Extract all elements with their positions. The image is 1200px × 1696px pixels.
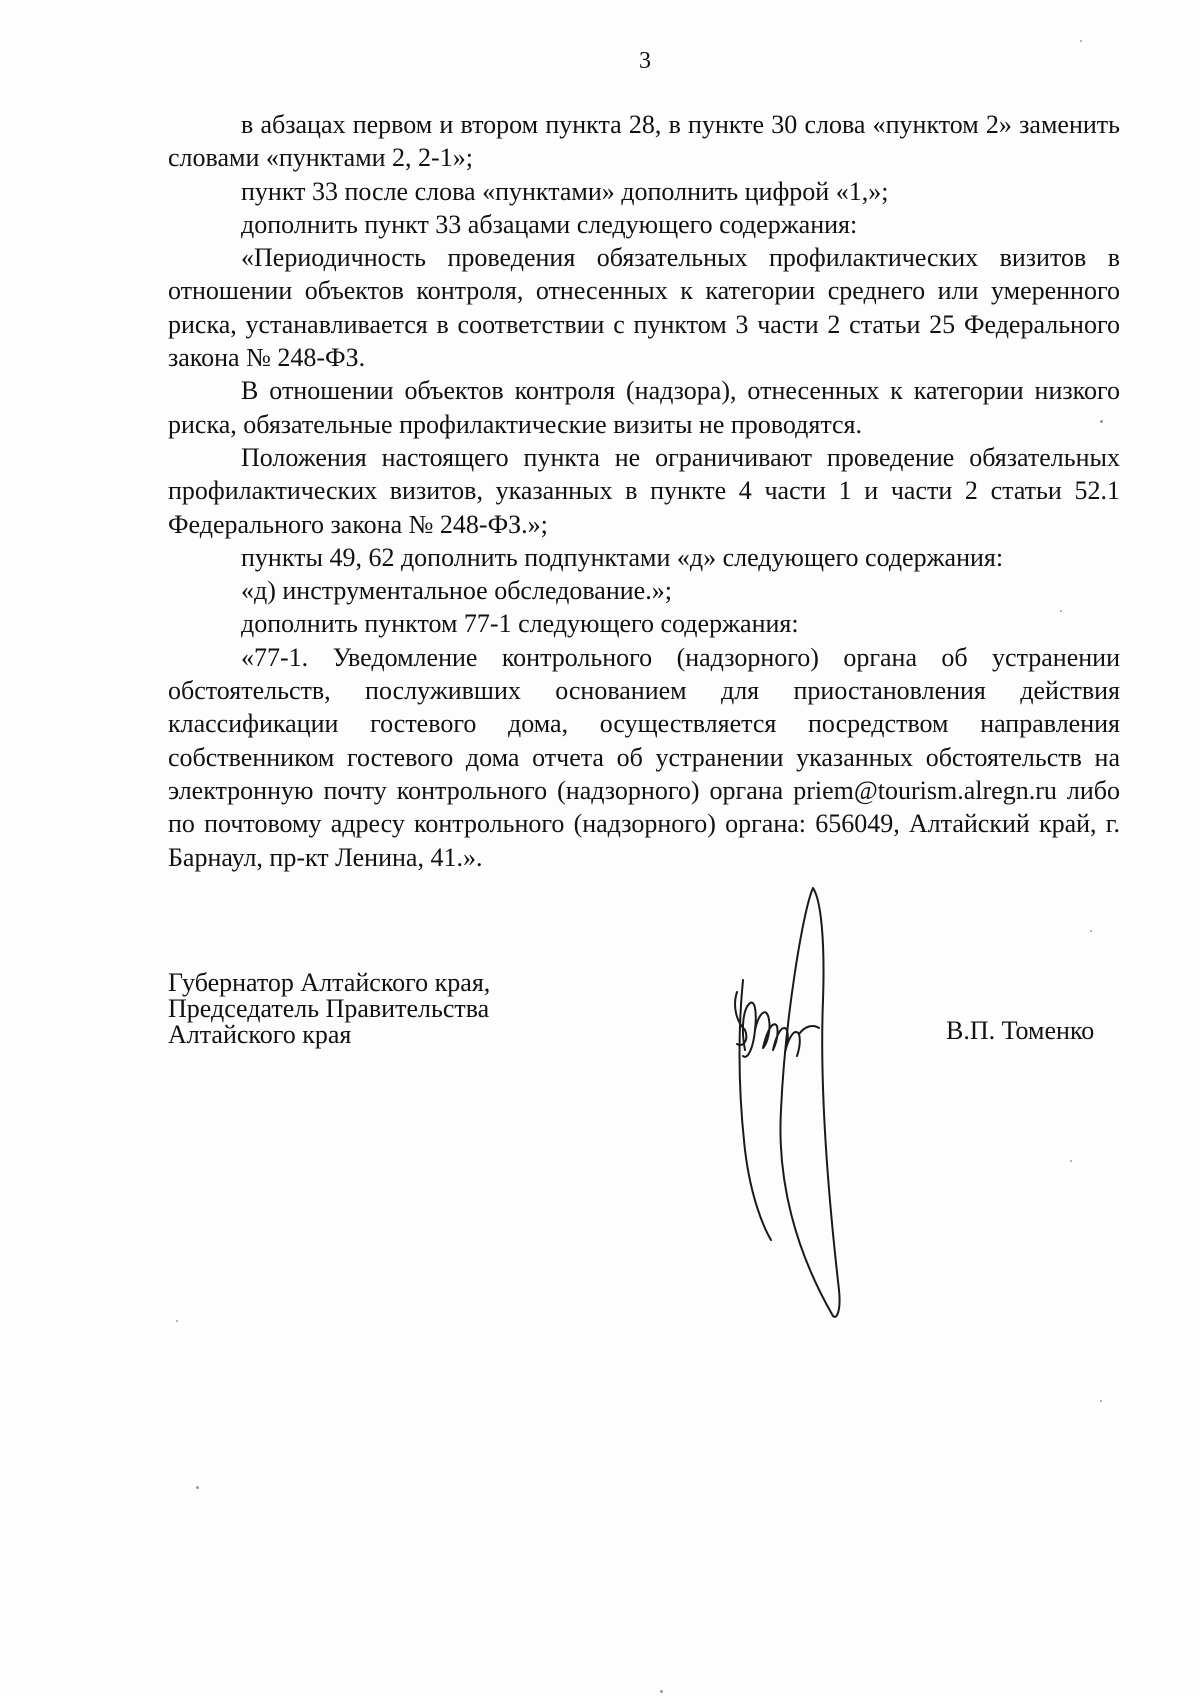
scan-speck [1100,1400,1102,1402]
scan-speck [1070,1160,1072,1162]
paragraph-5: В отношении объектов контроля (надзора), отнесенных к категории низкого риска, обязательные профилактические визиты не проводятся. [168,376,1120,439]
paragraph-4: «Периодичность проведения обязательных профилактических визитов в отношении объектов контроля, отнесенных к категории среднего или умеренного риска, устанавливается в соответствии с пунктом 3 части 2 статьи 25 Федерального закона № 248-ФЗ. [168,243,1120,373]
scan-speck [660,1690,663,1693]
paragraph-1: в абзацах первом и втором пункта 28, в пункте 30 слова «пунктом 2» заменить словами «пунктами 2, 2-1»; [168,110,1120,173]
scan-speck [1080,40,1082,42]
signatory-position-line-1: Губернатор Алтайского края, [168,968,491,997]
scan-speck [176,1320,178,1322]
page-number: 3 [639,48,651,74]
document-body [168,108,1120,874]
scan-speck [1100,420,1103,423]
signature-icon [715,880,905,1320]
signatory-position-line-2: Председатель Правительства [168,994,490,1023]
scan-speck [1060,610,1062,612]
paragraph-10: «77-1. Уведомление контрольного (надзорного) органа об устранении обстоятельств, послуживших основанием для приостановления действия классификации гостевого дома, осуществляется посредством направления собственником гостевого дома отчета об устранении указанных обстоятельств на электронную почту контрольного (надзорного) органа priem@tourism.alregn.ru либо по почтовому адресу контрольного (надзорного) органа: 656049, Алтайский край, г. Барнаул, пр-кт Ленина, 41.». [168,642,1120,872]
signatory-position [168,970,490,1048]
scan-speck [196,1486,199,1489]
paragraph-9: дополнить пунктом 77-1 следующего содержания: [241,609,799,639]
paragraph-8: «д) инструментальное обследование.»; [241,576,672,606]
paragraph-2: пункт 33 после слова «пунктами» дополнить цифрой «1,»; [241,176,889,206]
paragraph-3: дополнить пункт 33 абзацами следующего содержания: [241,209,858,239]
scan-speck [1090,930,1092,932]
signatory-name: В.П. Томенко [946,1016,1095,1045]
paragraph-7: пункты 49, 62 дополнить подпунктами «д» следующего содержания: [241,542,1004,572]
signatory-position-line-3: Алтайского края [168,1020,352,1049]
paragraph-6: Положения настоящего пункта не ограничивают проведение обязательных профилактических визитов, указанных в пункте 4 части 1 и части 2 статьи 52.1 Федерального закона № 248-ФЗ.»; [168,442,1120,539]
